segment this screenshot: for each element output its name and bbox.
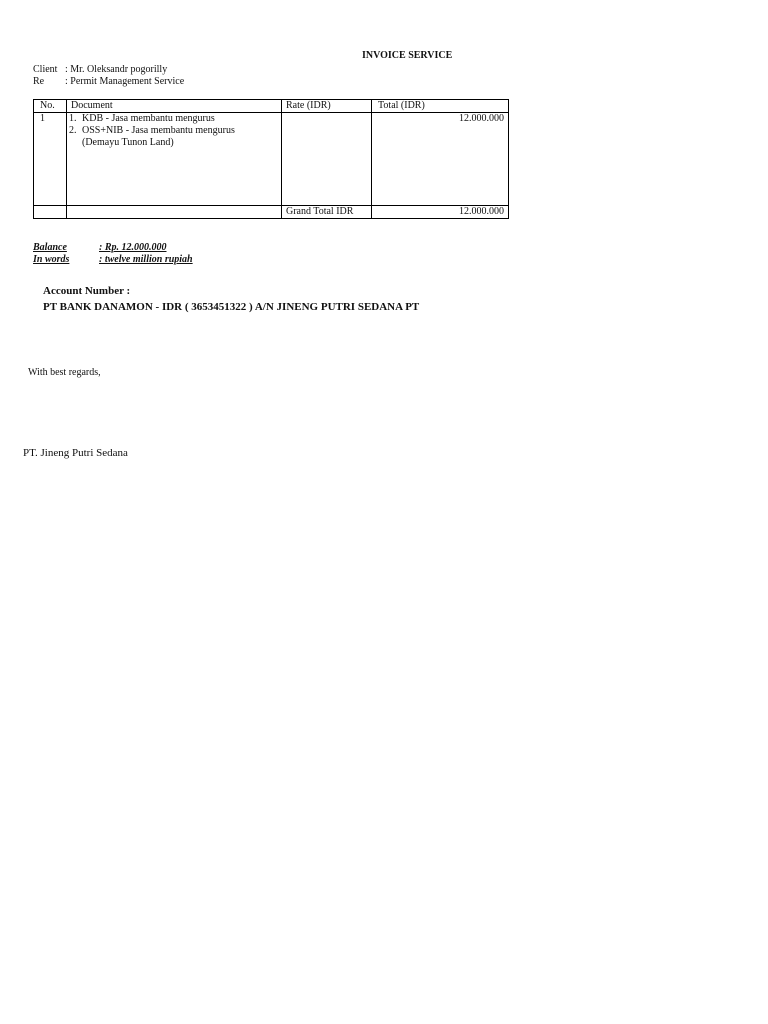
list-item: 1. KDB - Jasa membantu mengurus — [69, 113, 215, 124]
client-label: Client — [33, 64, 58, 75]
in-words-value: : twelve million rupiah — [99, 254, 193, 265]
in-words-line — [33, 254, 193, 265]
invoice-title: INVOICE SERVICE — [362, 50, 453, 61]
table-row — [34, 113, 509, 206]
client-line — [33, 64, 167, 75]
row-document — [67, 113, 282, 206]
re-label: Re — [33, 76, 45, 87]
row-no: 1 — [34, 113, 67, 206]
grand-total-row — [34, 206, 509, 219]
balance-value: : Rp. 12.000.000 — [99, 242, 167, 253]
table-header-row — [34, 100, 509, 113]
header-rate: Rate (IDR) — [282, 100, 372, 113]
re-line — [33, 76, 184, 87]
client-value: : Mr. Oleksandr pogorilly — [65, 64, 168, 75]
balance-label: Balance — [33, 242, 67, 253]
list-item: (Demayu Tunon Land) — [82, 137, 174, 148]
header-total: Total (IDR) — [372, 100, 509, 113]
list-item: 2. OSS+NIB - Jasa membantu mengurus — [69, 125, 235, 136]
row-rate — [282, 113, 372, 206]
balance-line — [33, 242, 167, 253]
footer-document — [67, 206, 282, 219]
invoice-table — [33, 99, 509, 219]
re-value: : Permit Management Service — [65, 76, 185, 87]
header-no: No. — [34, 100, 67, 113]
account-details: PT BANK DANAMON - IDR ( 3653451322 ) A/N JINENG PUTRI SEDANA PT — [43, 301, 420, 313]
company-name: PT. Jineng Putri Sedana — [23, 447, 128, 459]
header-document: Document — [67, 100, 282, 113]
account-heading: Account Number : — [43, 285, 131, 297]
grand-total-label: Grand Total IDR — [282, 206, 372, 219]
grand-total-value: 12.000.000 — [372, 206, 509, 219]
in-words-label: In words — [33, 254, 70, 265]
footer-no — [34, 206, 67, 219]
regards-text: With best regards, — [28, 367, 101, 378]
row-total: 12.000.000 — [372, 113, 509, 206]
